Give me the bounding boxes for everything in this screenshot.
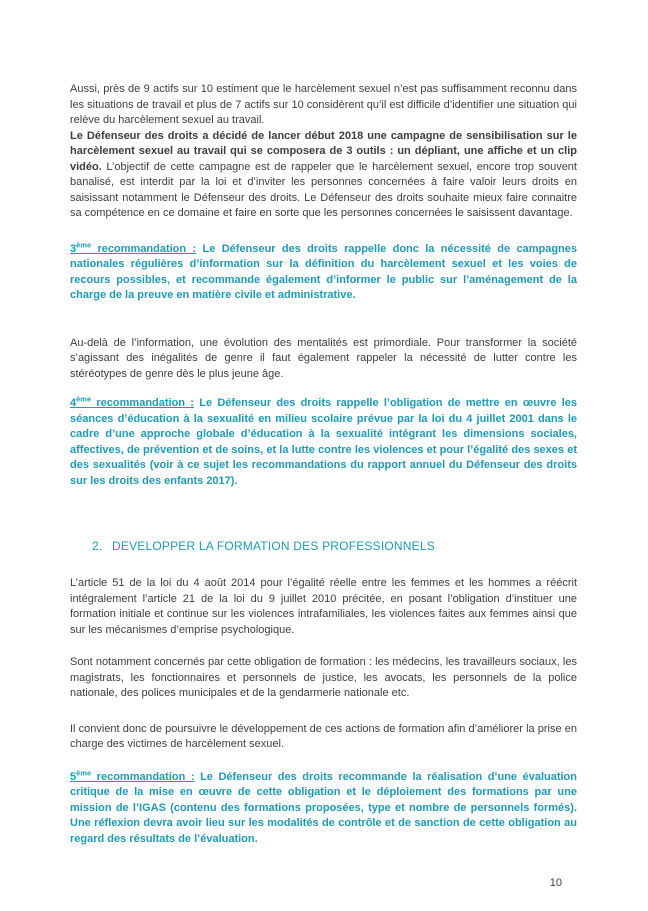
page-number: 10 [549,877,562,889]
recommendation-4-number: 4 [70,397,77,409]
recommendation-4-text: Le Défenseur des droits rappelle l’obligation de mettre en œuvre les séances d’éducation à la sexualité en milieu scolaire prévue par la loi du 4 juillet 2001 dans le cadre d’une approche globale d’éducation à la sexualité intégrant les dimensions sociales, affectives, de prévention et de soins, et la lutte contre les violences et pour l’égalité des sexes et des sexualités (voir à ce sujet les recommandations du rapport annuel du Défenseur des droits sur les droits des enfants 2017). [70,397,577,487]
recommendation-4 [70,396,577,489]
paragraph-law-training: L’article 51 de la loi du 4 août 2014 pour l’égalité réelle entre les femmes et les hommes a réécrit intégralement l’article 21 de la loi du 9 juillet 2010 précitée, en posant l’obligation d’instituer une formation initiale et continue sur les violences intrafamiliales, les violences faites aux femmes ainsi que sur les mécanismes d’emprise psychologique. [70,577,577,636]
paragraph-concerned-professionals: Sont notamment concernés par cette obligation de formation : les médecins, les travailleurs sociaux, les magistrats, les fonctionnaires et personnels de justice, les avocats, les personnels de la police nationale, des polices municipales et de la gendarmerie nationale etc. [70,656,577,699]
paragraph-mindset: Au-delà de l’information, une évolution des mentalités est primordiale. Pour transformer la société s’agissant des inégalités de genre il faut également rappeler la nécessité de lutter contre les stéréotypes de genre dès le plus jeune âge. [70,336,577,380]
recommendation-5-label [70,767,195,783]
recommendation-5-ordinal: ème [76,767,92,777]
section-title: DEVELOPPER LA FORMATION DES PROFESSIONNELS [112,539,435,553]
recommendation-3 [70,239,578,304]
recommendation-4-label-text: recommandation : [91,397,194,409]
recommendation-3-label [70,239,197,255]
recommendation-3-ordinal: ème [76,239,92,249]
section-heading-formation [92,539,577,554]
paragraph-awareness-stats: Aussi, près de 9 actifs sur 10 estiment que le harcèlement sexuel n’est pas suffisamment reconnu dans les situations de travail et plus de 7 actifs sur 10 considèrent qu’il est difficile d’identifier une situation qui relève du harcèlement sexuel au travail. [70,83,577,126]
recommendation-4-ordinal: ème [76,394,92,404]
paragraph-campaign [70,129,577,222]
recommendation-5 [70,767,577,848]
recommendation-3-number: 3 [70,242,77,255]
paragraph-continue-training: Il convient donc de poursuivre le développement de ces actions de formation afin d’améliorer la prise en charge des victimes de harcèlement sexuel. [70,722,577,750]
campaign-lead-text: Le Défenseur des droits a décidé de lancer début 2018 une campagne de sensibilisation sur le harcèlement sexuel au travail qui se composera de 3 outils : un dépliant, une affiche et un clip vidéo. [70,129,577,173]
section-number: 2. [92,539,103,553]
recommendation-4-label [70,394,194,409]
recommendation-3-label-text: recommandation : [91,242,197,255]
recommendation-5-label-text: recommandation : [91,770,195,783]
recommendation-5-text: Le Défenseur des droits recommande la réalisation d’une évaluation critique de la mise en œuvre de cette obligation et le déploiement des formations par une mission de l’IGAS (contenu des formations proposées, type et nombre de personnels formés). Une réflexion devra avoir lieu sur les modalités de contrôle et de sanction de cette obligation au regard des résultats de l’évaluation. [70,770,577,845]
campaign-body-text: L’objectif de cette campagne est de rappeler que le harcèlement sexuel, encore trop souvent banalisé, est interdit par la loi et d’inviter les personnes concernées à faire valoir leurs droits en saisissant notamment le Défenseur des droits. Le Défenseur des droits souhaite mieux faire connaitre sa compétence en ce domaine et faire en sorte que les personnes concernées le saisissent davantage. [70,160,577,219]
recommendation-5-number: 5 [70,770,77,783]
recommendation-3-text: Le Défenseur des droits rappelle donc la nécessité de campagnes nationales régulières d’information sur la définition du harcèlement sexuel et les voies de recours possibles, et recommande également d’informer le public sur l’aménagement de la charge de la preuve en matière civile et administrative. [70,242,578,301]
